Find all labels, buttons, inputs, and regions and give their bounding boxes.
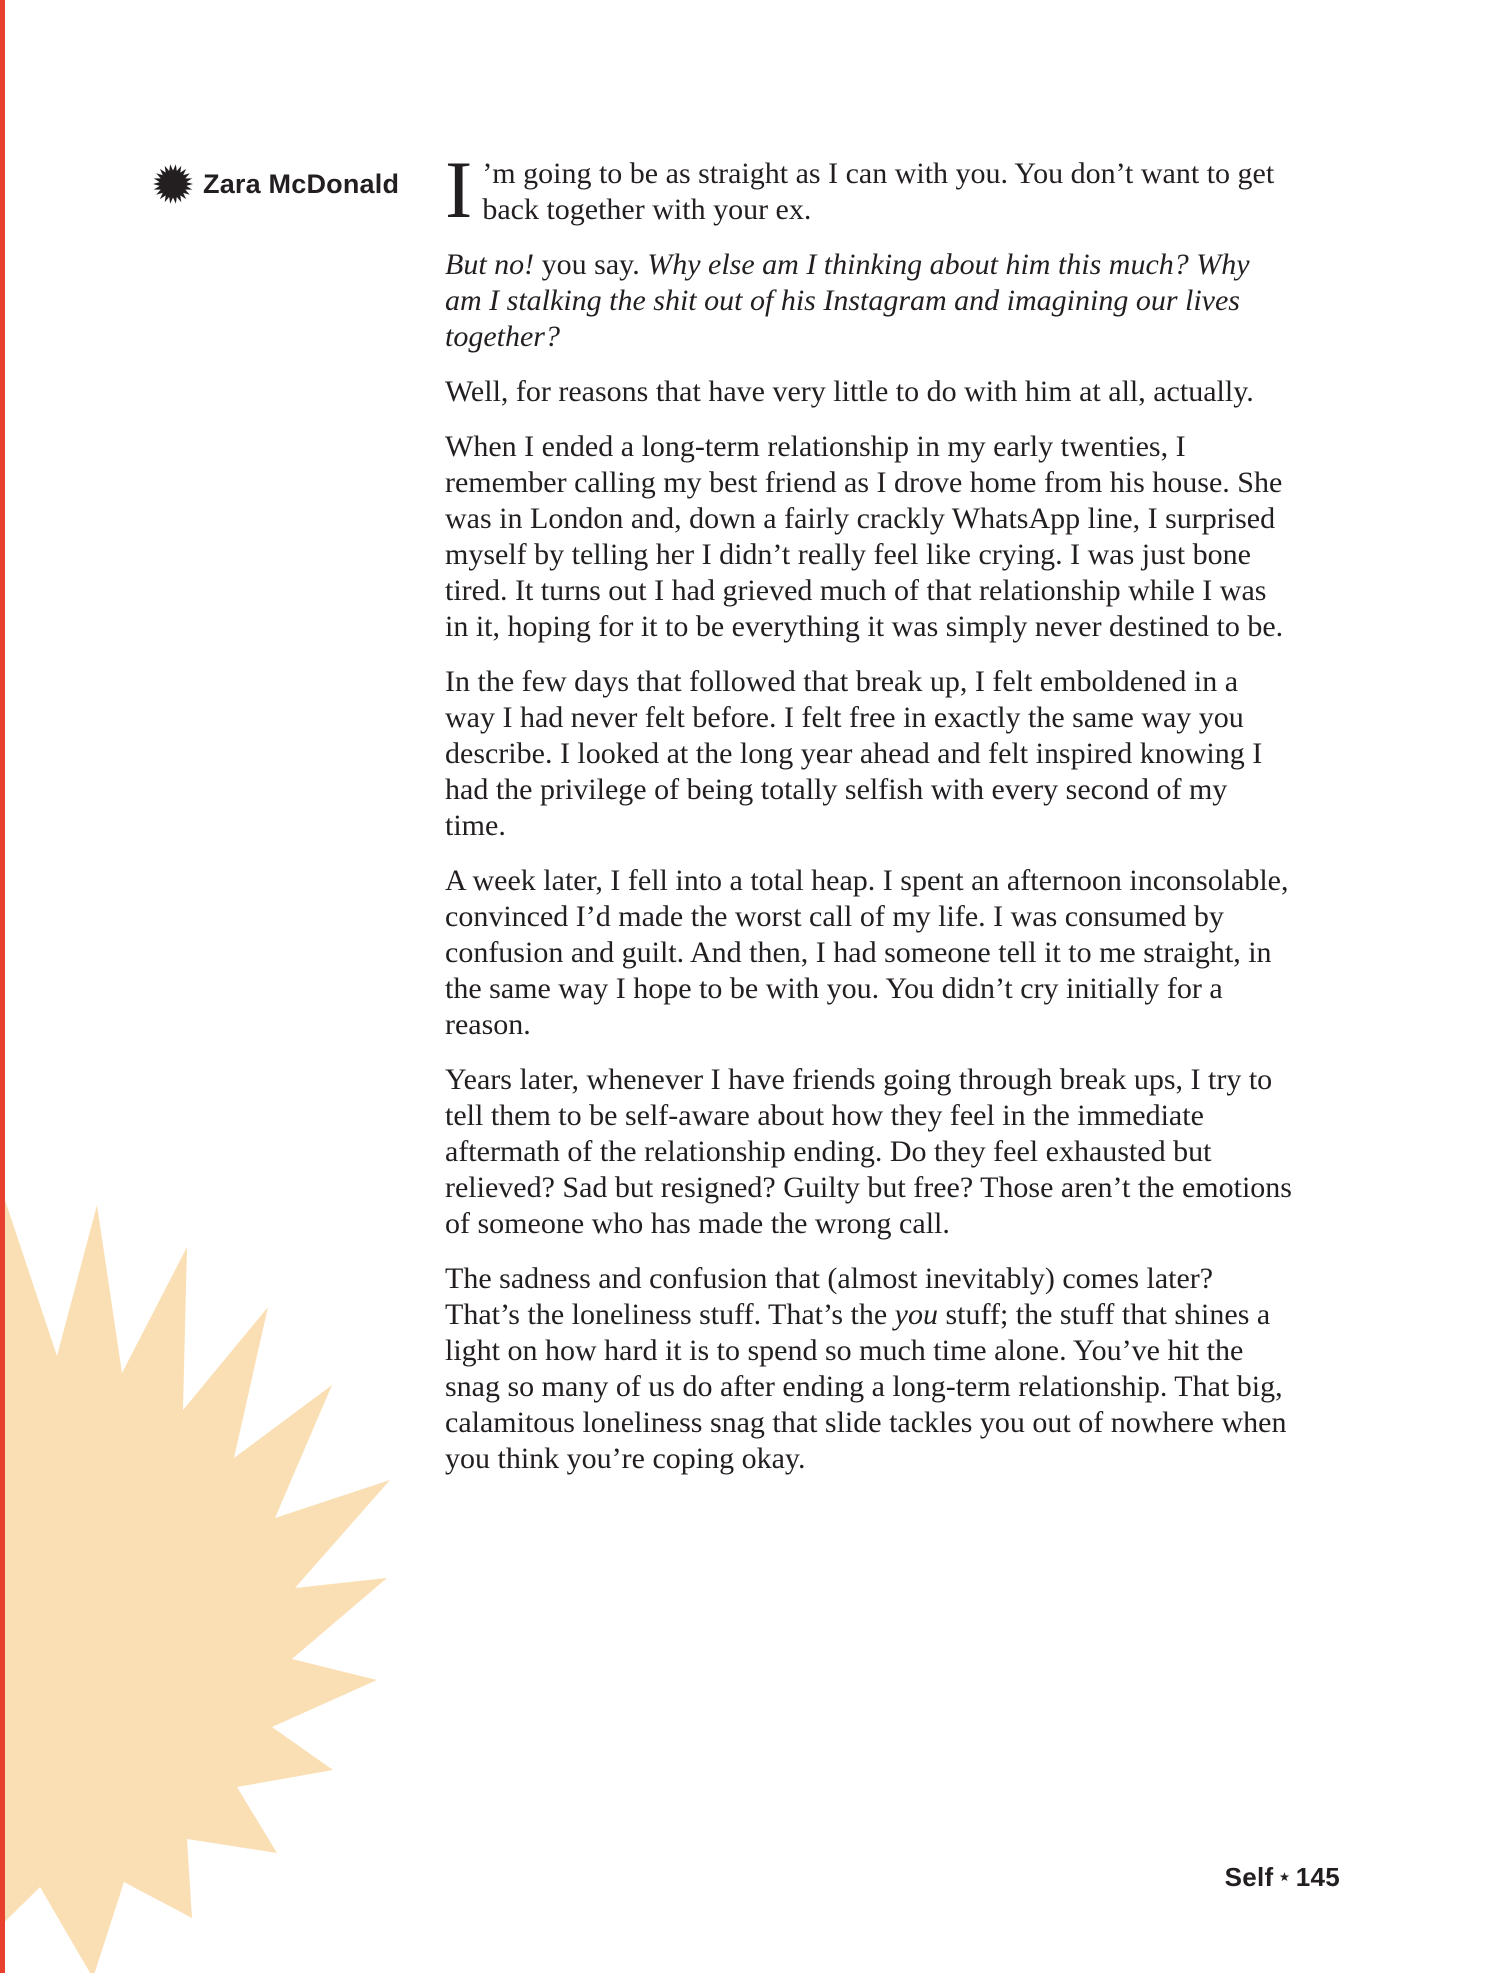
- footer-separator-icon: ⋆: [1278, 1867, 1291, 1888]
- paragraph: [445, 429, 1293, 645]
- author-name: Zara McDonald: [203, 168, 400, 199]
- footer-section: Self: [1224, 1862, 1274, 1892]
- paragraph: [445, 863, 1293, 1043]
- text-run: Well, for reasons that have very little to do with him at all, actually.: [445, 375, 1254, 408]
- author-byline: [152, 163, 399, 205]
- paragraph: [445, 374, 1293, 410]
- paragraph: [445, 1062, 1293, 1242]
- paragraph: [445, 664, 1293, 844]
- text-run: Years later, whenever I have friends going through break ups, I try to tell them to be self-aware about how they feel in the immediate aftermath of the relationship ending. Do they feel exhausted but relieved? Sad but resigned? Guilty but free? Those aren’t the emotions of someone who has made the wrong call.: [445, 1063, 1292, 1240]
- page-footer: [1225, 1862, 1340, 1893]
- paragraph: [445, 247, 1293, 355]
- text-run: ’m going to be as straight as I can with you. You don’t want to get back together with your ex.: [482, 157, 1275, 226]
- text-run: In the few days that followed that break up, I felt emboldened in a way I had never felt before. I felt free in exactly the same way you describe. I looked at the long year ahead and felt inspired knowing I had the privilege of being totally selfish with every second of my time.: [445, 665, 1263, 842]
- article-text: [445, 144, 1293, 1496]
- text-run: A week later, I fell into a total heap. I spent an afternoon inconsolable, convinced I’d made the worst call of my life. I was consumed by confusion and guilt. And then, I had someone tell it to me straight, in the same way I hope to be with you. You didn’t cry initially for a reason.: [445, 864, 1289, 1041]
- text-run: But no!: [445, 248, 535, 281]
- text-run: Why else am I thinking about him this much? Why am I stalking the shit out of his Instagram and imagining our lives together?: [445, 248, 1250, 353]
- starburst-icon: [152, 163, 194, 205]
- sunburst-shape: [0, 1185, 390, 1973]
- drop-cap: I: [445, 144, 473, 235]
- paragraph: [445, 144, 1293, 235]
- paragraph: [445, 1261, 1293, 1477]
- text-run: stuff; the stuff that shines a light on how hard it is to spend so much time alone. You’ve hit the snag so many of us do after ending a long-term relationship. That big, calamitous loneliness snag that slide tackles you out of nowhere when you think you’re coping okay.: [445, 1298, 1287, 1475]
- text-run: you: [894, 1298, 938, 1331]
- left-edge-accent: [0, 0, 5, 1973]
- text-run: The sadness and confusion that (almost inevitably) comes later? That’s the loneliness stuff. That’s the: [445, 1262, 1214, 1331]
- text-run: you say.: [534, 248, 648, 281]
- footer-page-number: 145: [1295, 1862, 1340, 1892]
- sunburst-graphic: [0, 1100, 450, 1973]
- text-run: When I ended a long-term relationship in my early twenties, I remember calling my best friend as I drove home from his house. She was in London and, down a fairly crackly WhatsApp line, I surprised myself by telling her I didn’t really feel like crying. I was just bone tired. It turns out I had grieved much of that relationship while I was in it, hoping for it to be everything it was simply never destined to be.: [445, 430, 1284, 643]
